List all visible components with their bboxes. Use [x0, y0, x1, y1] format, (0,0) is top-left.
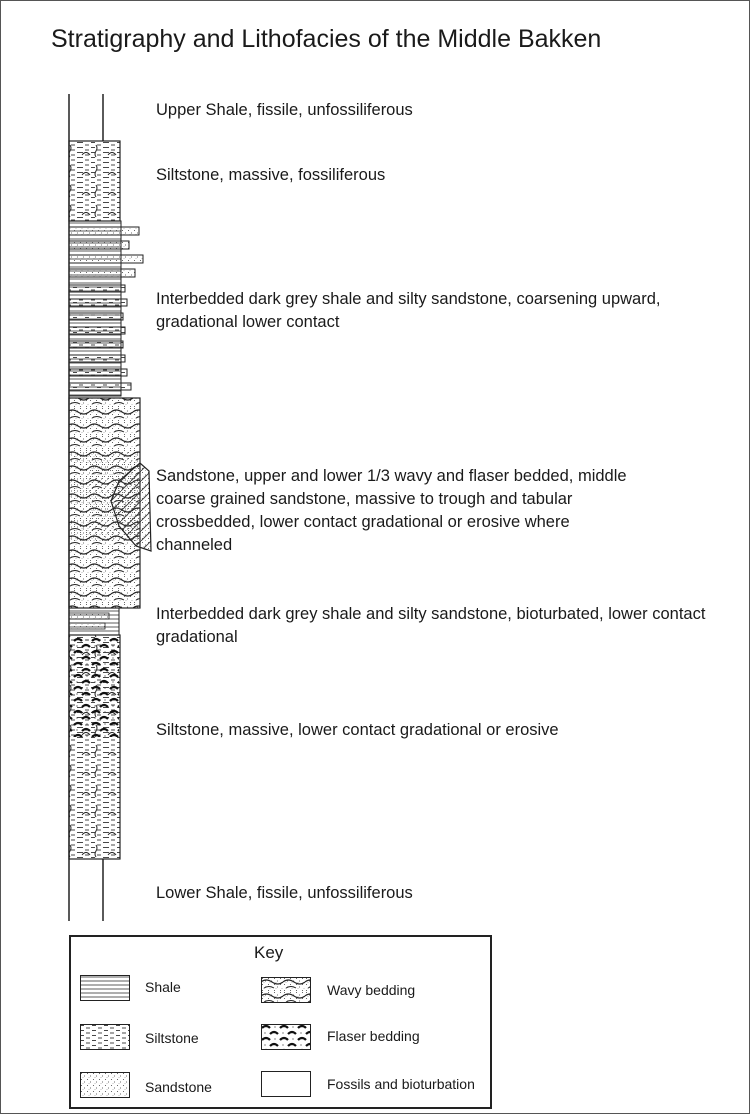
- description-interbedded-lower: Interbedded dark grey shale and silty sandstone, bioturbated, lower contact gradational: [156, 605, 706, 646]
- sandstone-swatch-icon: [80, 1072, 130, 1098]
- legend-label-fossils-bioturbation: Fossils and bioturbation: [327, 1076, 475, 1092]
- legend-label-flaser-bedding: Flaser bedding: [327, 1028, 420, 1044]
- figure-title: Stratigraphy and Lithofacies of the Middle Bakken: [51, 25, 602, 53]
- legend-label-shale: Shale: [145, 979, 181, 995]
- description-interbedded-upper: Interbedded dark grey shale and silty sandstone, coarsening upward, gradational lower contact: [156, 290, 661, 331]
- shale-swatch-icon: [80, 975, 130, 1001]
- legend-label-siltstone: Siltstone: [145, 1030, 199, 1046]
- unit-interbedded-upper: [69, 221, 143, 396]
- unit-siltstone-lower: [69, 635, 120, 859]
- unit-sandstone: [69, 398, 151, 608]
- description-siltstone-upper: Siltstone, massive, fossiliferous: [156, 166, 386, 184]
- siltstone-swatch-icon: [80, 1024, 130, 1050]
- description-siltstone-lower: Siltstone, massive, lower contact gradational or erosive: [156, 721, 559, 739]
- description-lower-shale: Lower Shale, fissile, unfossiliferous: [156, 884, 413, 902]
- legend-title: Key: [254, 943, 284, 962]
- legend-label-sandstone: Sandstone: [145, 1079, 212, 1095]
- unit-interbedded-lower: [69, 608, 119, 635]
- legend: [69, 935, 492, 1109]
- unit-siltstone-upper: [69, 141, 120, 221]
- fossils-bioturbation-swatch-icon: [261, 1071, 311, 1097]
- wavy-bedding-swatch-icon: [261, 977, 311, 1003]
- flaser-bedding-swatch-icon: [261, 1024, 311, 1050]
- legend-label-wavy-bedding: Wavy bedding: [327, 982, 416, 998]
- description-sandstone: Sandstone, upper and lower 1/3 wavy and flaser bedded, middle coarse grained sandstone, massive to trough and tabular crossbedded, lower contact gradational or erosive where channeled: [156, 467, 627, 554]
- description-upper-shale: Upper Shale, fissile, unfossiliferous: [156, 101, 413, 119]
